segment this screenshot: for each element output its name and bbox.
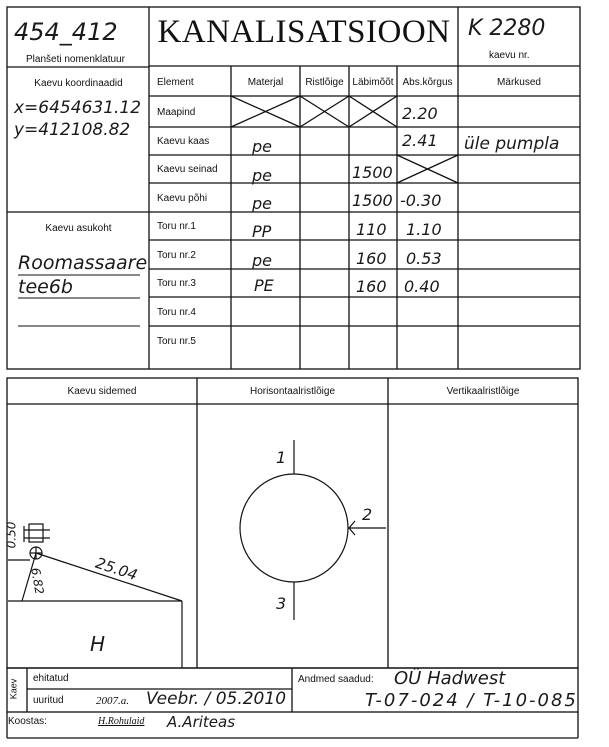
- row-element: Kaevu põhi: [157, 193, 208, 204]
- sheet-label: Planšeti nomenklatuur: [26, 54, 125, 65]
- building-label: H: [90, 632, 106, 656]
- pipe2-label: 2: [362, 505, 373, 524]
- year-value: 2007.a.: [96, 695, 129, 707]
- location-label: Kaevu asukoht: [45, 223, 112, 234]
- built-label: ehitatud: [33, 673, 69, 684]
- well-number-label: kaevu nr.: [489, 50, 530, 61]
- row-element: Toru nr.3: [157, 278, 196, 289]
- surveyed-label: uuritud: [33, 695, 64, 706]
- section-ties-title: Kaevu sidemed: [67, 386, 137, 397]
- row-element: Toru nr.4: [157, 307, 196, 318]
- cell-diameter: 1500: [352, 163, 393, 182]
- well-number: K 2280: [468, 16, 546, 41]
- sheet-number: 454_412: [14, 18, 118, 46]
- col-header-elevation: Abs.kõrgus: [402, 77, 453, 88]
- row-element: Maapind: [157, 107, 196, 118]
- coordinate-x: x=6454631.12: [14, 98, 142, 118]
- cell-elevation: 1.10: [406, 220, 442, 239]
- data-source: OÜ Hadwest: [394, 668, 506, 689]
- dim-vertical-label: 6.82: [28, 566, 47, 596]
- col-header-cross: Ristlõige: [305, 77, 344, 88]
- cell-material: PE: [254, 276, 274, 295]
- col-header-notes: Märkused: [497, 77, 541, 88]
- cell-material: pe: [252, 166, 272, 185]
- col-header-diameter: Läbimõõt: [352, 77, 394, 88]
- coordinate-y: y=412108.82: [14, 120, 131, 140]
- row-element: Kaevu seinad: [157, 164, 218, 175]
- cell-material: pe: [252, 251, 272, 270]
- col-header-element: Element: [157, 77, 194, 88]
- cell-elevation: -0.30: [400, 191, 442, 210]
- col-header-material: Materjal: [247, 77, 284, 88]
- cell-diameter: 160: [356, 249, 387, 268]
- cell-diameter: 110: [356, 220, 387, 239]
- compiled-by-signature: A.Ariteas: [167, 713, 236, 731]
- dim-diagonal-label: 25.04: [93, 553, 140, 585]
- cell-elevation: 0.40: [404, 277, 440, 296]
- row-element: Toru nr.1: [157, 221, 196, 232]
- cell-notes: üle pumpla: [464, 134, 560, 154]
- cell-elevation: 2.20: [402, 104, 438, 123]
- footer-side-label: Kaev: [8, 678, 19, 700]
- cell-material: pe: [252, 194, 272, 213]
- data-label: Andmed saadud:: [298, 674, 374, 685]
- cell-diameter: 1500: [352, 191, 393, 210]
- cell-elevation: 2.41: [402, 131, 438, 150]
- location-line1: Roomassaare: [18, 252, 148, 274]
- row-element: Kaevu kaas: [157, 136, 210, 147]
- survey-date: Veebr. / 05.2010: [146, 689, 287, 709]
- row-element: Toru nr.5: [157, 336, 196, 347]
- cell-diameter: 160: [356, 277, 387, 296]
- pipe1-label: 1: [276, 448, 287, 467]
- compiled-by: H.Rohulaid: [98, 716, 145, 727]
- reference-numbers: T-07-024 / T-10-085: [365, 690, 578, 711]
- section-horizontal-title: Horisontaalristlõige: [249, 386, 336, 397]
- page-title: KANALISATSIOON: [157, 14, 451, 50]
- horizontal-section-drawing: [240, 440, 386, 620]
- coordinates-label: Kaevu koordinaadid: [34, 78, 123, 89]
- dim-offset-label: 0.50: [4, 521, 19, 549]
- location-line2: tee6b: [18, 276, 73, 298]
- pipe3-label: 3: [276, 594, 287, 613]
- cell-elevation: 0.53: [406, 249, 442, 268]
- section-vertical-title: Vertikaalristlõige: [446, 386, 520, 397]
- cell-material: PP: [252, 222, 272, 241]
- cell-material: pe: [252, 137, 272, 156]
- compiled-label: Koostas:: [8, 716, 47, 727]
- row-element: Toru nr.2: [157, 250, 196, 261]
